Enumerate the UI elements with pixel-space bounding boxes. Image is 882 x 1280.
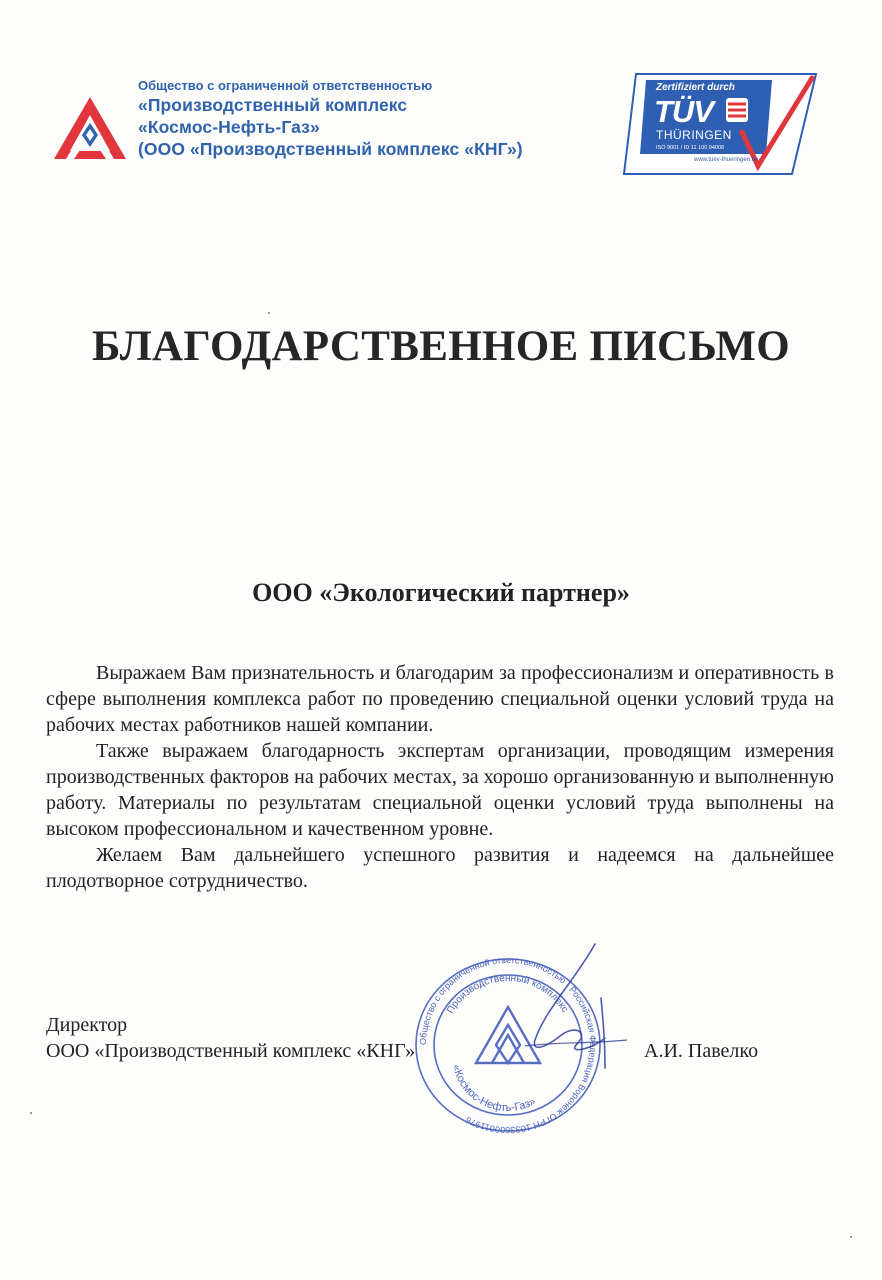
company-name-line2: «Космос-Нефть-Газ» <box>138 117 320 137</box>
signer-organization: ООО «Производственный комплекс «КНГ» <box>46 1040 416 1062</box>
stamp-bottom-text: «Космос-Нефть-Газ» <box>449 1063 538 1115</box>
company-logo-icon <box>52 95 128 161</box>
legal-form: Общество с ограниченной ответственностью <box>138 78 433 93</box>
company-short-name: (ООО «Производственный комплекс «КНГ») <box>138 139 523 159</box>
tuv-certificate-badge <box>622 70 818 178</box>
tuv-website: www.tuev-thueringen.de <box>694 157 759 163</box>
stamp-inner-text: Производственный комплекс <box>445 972 571 1016</box>
company-header <box>138 78 608 160</box>
signer-position: Директор <box>46 1014 128 1036</box>
signer-name: А.И. Павелко <box>644 1040 759 1062</box>
tuv-brand: TÜV <box>654 94 713 129</box>
recipient-name: ООО «Экологический партнер» <box>252 578 630 607</box>
tuv-top-text: Zertifiziert durch <box>656 82 735 93</box>
body-paragraph: Желаем Вам дальнейшего успешного развития и надеемся на дальнейшее плодотворное сотрудничество. <box>46 844 834 892</box>
document-title: БЛАГОДАРСТВЕННОЕ ПИСЬМО <box>92 323 790 370</box>
company-name-line1: «Производственный комплекс <box>138 95 408 115</box>
scan-speck <box>850 1236 852 1238</box>
scan-speck <box>30 1112 32 1114</box>
letter-body <box>46 660 834 894</box>
scan-speck <box>268 312 270 314</box>
tuv-region: THÜRINGEN <box>656 128 732 142</box>
body-paragraph: Также выражаем благодарность экспертам организации, проводящим измерения производственных факторов на рабочих местах, за хорошо организованную и выполненную работу. Материалы по результатам специальной оценки условий труда выполнены на высоком профессиональном и качественном уровне. <box>46 740 834 840</box>
stamp-rim-text: Общество с ограниченной ответственностью · Российская Федерация Воронеж ОГРН 1033600011976 <box>417 955 599 1135</box>
tuv-norms: ISO 9001 / ID 11 100 94008 <box>656 145 725 151</box>
body-paragraph: Выражаем Вам признательность и благодарим за профессионализм и оперативность в сфере выполнения комплекса работ по проведению специальной оценки условий труда на рабочих местах работников нашей компании. <box>46 662 834 736</box>
handwritten-signature-icon <box>505 940 635 1070</box>
